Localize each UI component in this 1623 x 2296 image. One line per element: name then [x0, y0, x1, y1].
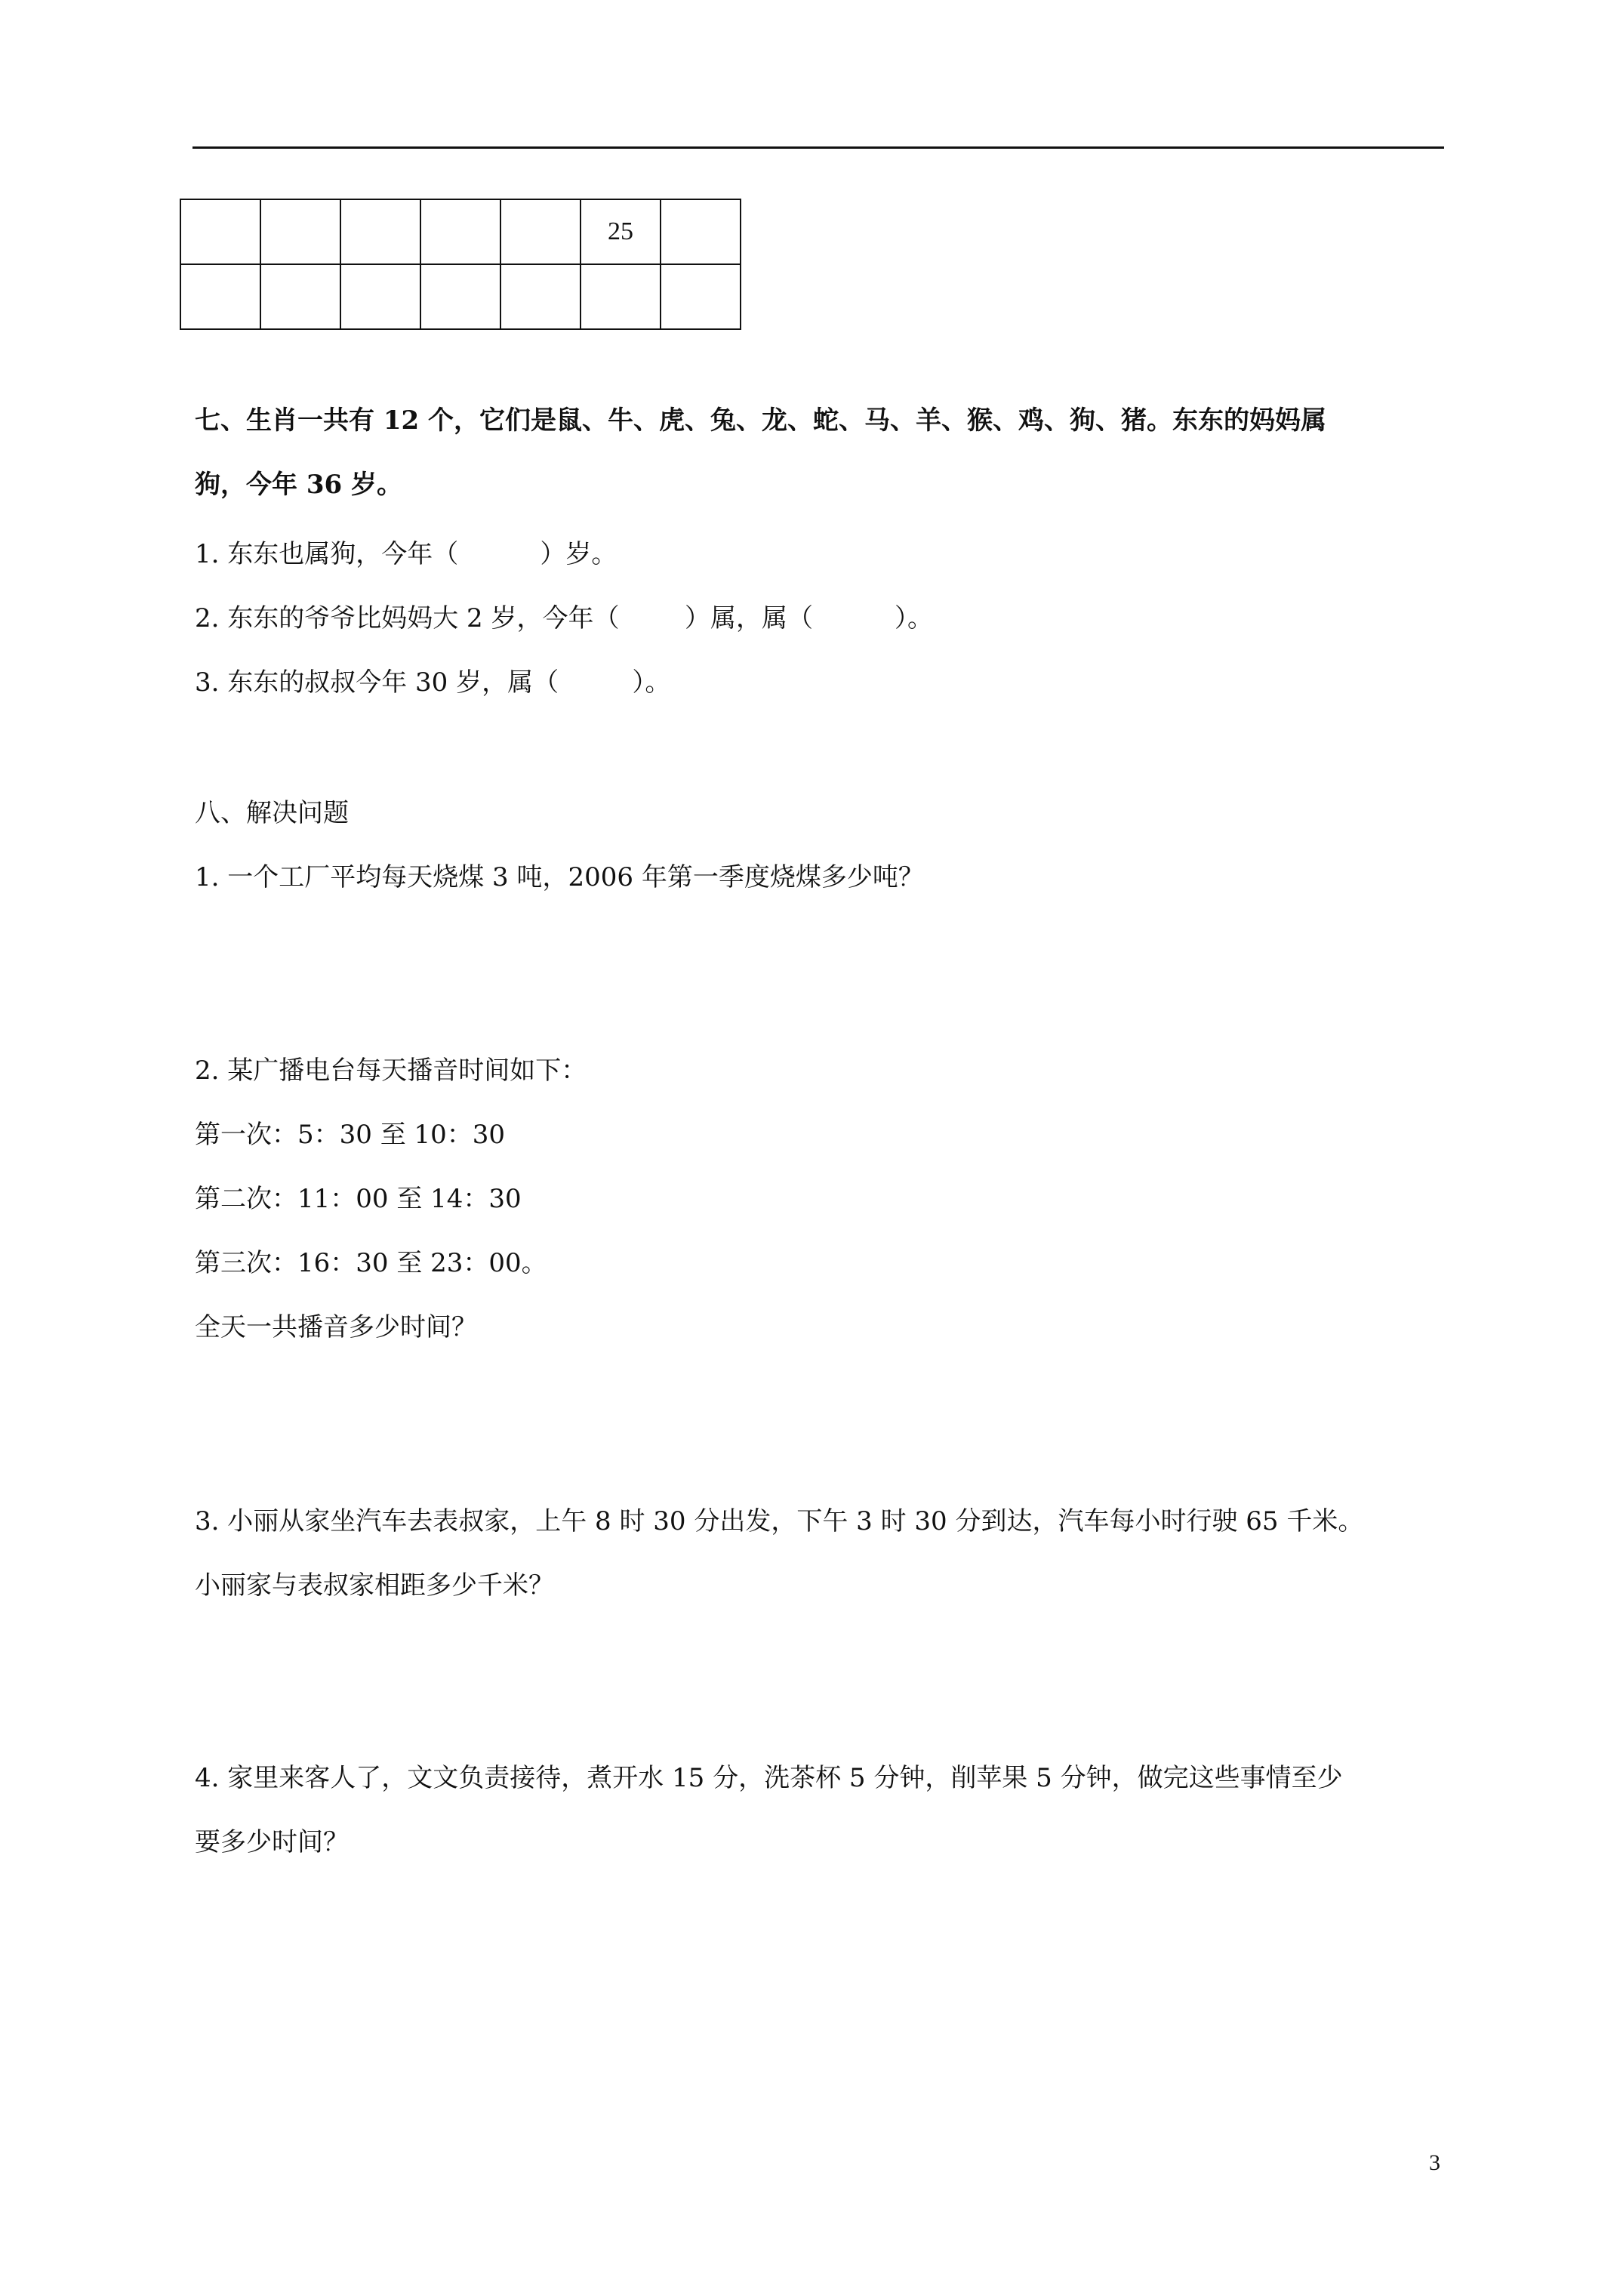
- table-cell: [581, 264, 661, 329]
- section8-problem-2-first: 第一次：5：30 至 10：30: [195, 1120, 506, 1150]
- section8-problem-2-intro: 2. 某广播电台每天播音时间如下：: [195, 1056, 587, 1086]
- table-row: [180, 199, 741, 264]
- table-cell: [340, 199, 420, 264]
- section8-problem-3-line1: 3. 小丽从家坐汽车去表叔家，上午 8 时 30 分出发，下午 3 时 30 分到达，汽车每小时行驶 65 千米。: [195, 1506, 1364, 1536]
- section8-problem-2-second: 第二次：11：00 至 14：30: [195, 1184, 522, 1214]
- number-grid-table: [180, 199, 741, 330]
- table-cell: 25: [581, 199, 661, 264]
- table-cell: [420, 199, 500, 264]
- section7-question-3: 3. 东东的叔叔今年 30 岁，属（ ）。: [195, 667, 671, 698]
- table-cell: [260, 264, 340, 329]
- section7-title-line2: 狗，今年 36 岁。: [195, 470, 402, 500]
- header-rule: [192, 146, 1444, 149]
- table-cell: [340, 264, 420, 329]
- table-row: [180, 264, 741, 329]
- section8-problem-2-question: 全天一共播音多少时间？: [195, 1312, 477, 1342]
- table-cell: [420, 264, 500, 329]
- section8-problem-4-line2: 要多少时间？: [195, 1827, 349, 1857]
- page-number: 3: [1429, 2150, 1440, 2175]
- table-cell: [180, 199, 260, 264]
- section7-question-2: 2. 东东的爷爷比妈妈大 2 岁，今年（ ）属，属（ ）。: [195, 603, 934, 633]
- section8-title: 八、解决问题: [195, 798, 349, 828]
- table-cell: [661, 264, 741, 329]
- section8-problem-3-line2: 小丽家与表叔家相距多少千米？: [195, 1570, 554, 1601]
- section7-title-line1: 七、生肖一共有 12 个，它们是鼠、牛、虎、兔、龙、蛇、马、羊、猴、鸡、狗、猪。东东的妈妈属: [195, 405, 1326, 436]
- table-cell: [661, 199, 741, 264]
- table-cell: [180, 264, 260, 329]
- table-cell: [260, 199, 340, 264]
- section8-problem-4-line1: 4. 家里来客人了，文文负责接待，煮开水 15 分，洗茶杯 5 分钟，削苹果 5 分钟，做完这些事情至少: [195, 1763, 1343, 1793]
- table-cell: [500, 199, 581, 264]
- section8-problem-2-third: 第三次：16：30 至 23：00。: [195, 1248, 547, 1278]
- section7-question-1: 1. 东东也属狗，今年（ ）岁。: [195, 539, 617, 569]
- table-cell: [500, 264, 581, 329]
- section8-problem-1: 1. 一个工厂平均每天烧煤 3 吨，2006 年第一季度烧煤多少吨？: [195, 862, 924, 892]
